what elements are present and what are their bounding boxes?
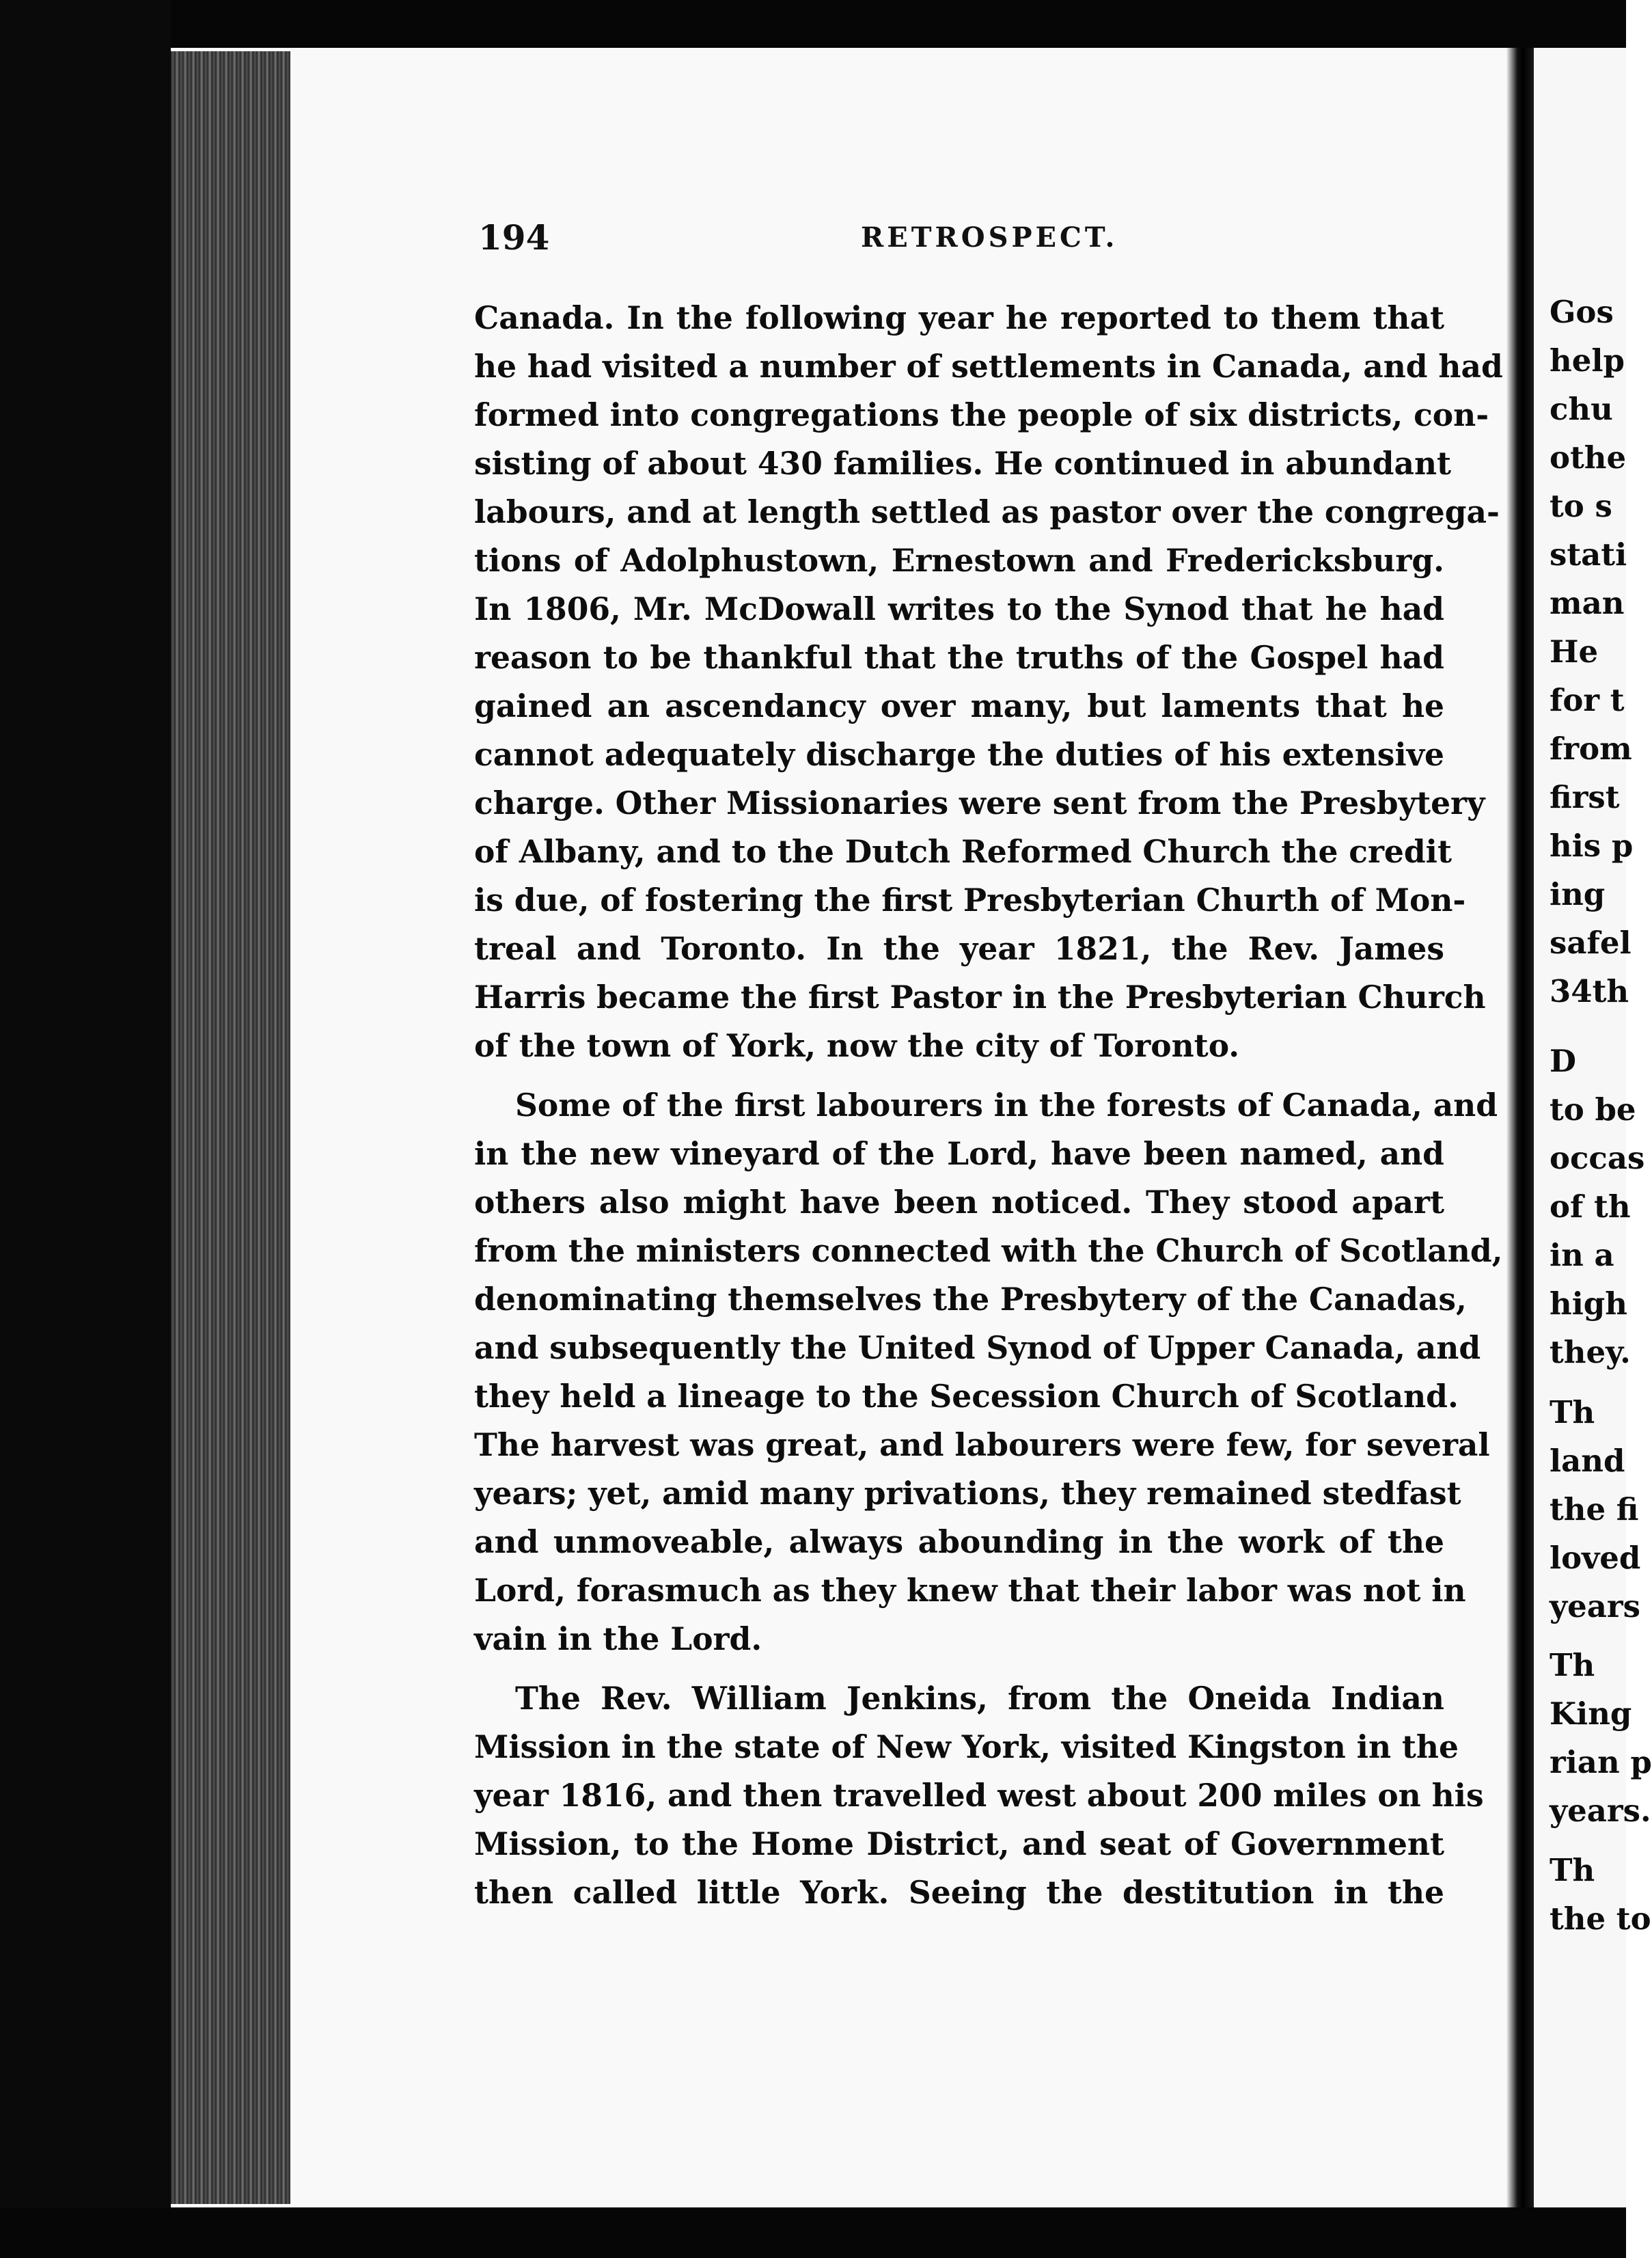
text-line: he had visited a number of settlements in Canada, and had <box>474 348 1503 385</box>
text-line: years; yet, amid many privations, they remained stedfast <box>474 1475 1461 1512</box>
facing-page-fragment: safel <box>1550 925 1632 961</box>
facing-page-fragment: 34th <box>1550 973 1629 1009</box>
text-line: others also might have been noticed. They stood apart <box>474 1184 1444 1221</box>
text-line: and unmoveable, always abounding in the work of the <box>474 1523 1444 1560</box>
text-line: reason to be thankful that the truths of the Gospel had <box>474 639 1444 676</box>
text-line: sisting of about 430 families. He continued in abundant <box>474 445 1452 482</box>
text-line: tions of Adolphustown, Ernestown and Fredericksburg. <box>474 542 1444 579</box>
text-line: of the town of York, now the city of Toronto. <box>474 1027 1240 1064</box>
facing-page-fragment: rian p <box>1550 1744 1652 1780</box>
facing-page-fragment: first <box>1550 779 1620 815</box>
paragraph-2 <box>474 1081 1503 1663</box>
facing-page-fragment: they. <box>1550 1334 1631 1370</box>
facing-page-fragment: He <box>1550 634 1599 670</box>
running-title: RETROSPECT. <box>861 221 1118 254</box>
paragraph-3 <box>474 1674 1484 1917</box>
text-line: gained an ascendancy over many, but laments that he <box>474 688 1444 724</box>
facing-page-fragment: years. <box>1550 1793 1651 1829</box>
text-line: vain in the Lord. <box>474 1620 762 1657</box>
scan-border-top <box>0 0 1626 48</box>
text-line: Lord, forasmuch as they knew that their labor was not in <box>474 1572 1466 1609</box>
facing-page-fragment: D <box>1550 1043 1577 1079</box>
text-line: In 1806, Mr. McDowall writes to the Synod that he had <box>474 590 1444 627</box>
text-line: labours, and at length settled as pastor over the congrega- <box>474 493 1500 530</box>
text-line: cannot adequately discharge the duties of his extensive <box>474 736 1444 773</box>
text-line: and subsequently the United Synod of Upper Canada, and <box>474 1329 1481 1366</box>
text-line: from the ministers connected with the Church of Scotland, <box>474 1232 1503 1269</box>
facing-page-fragment: his p <box>1550 828 1634 864</box>
text-line: of Albany, and to the Dutch Reformed Church the credit <box>474 833 1452 870</box>
facing-page-fragment: stati <box>1550 536 1627 573</box>
text-line: Mission, to the Home District, and seat of Government <box>474 1825 1444 1862</box>
text-line: in the new vineyard of the Lord, have been named, and <box>474 1135 1444 1172</box>
facing-page-fragment: man <box>1550 585 1625 621</box>
scan-border-left <box>0 0 171 2258</box>
facing-page-fragment: ing <box>1550 876 1606 912</box>
facing-page-fragment: the fi <box>1550 1491 1639 1527</box>
facing-page-fragment: to s <box>1550 488 1612 524</box>
facing-page-fragment: Gos <box>1550 294 1614 330</box>
facing-page-fragment: Th <box>1550 1852 1595 1888</box>
text-line: then called little York. Seeing the destitution in the <box>474 1874 1444 1911</box>
text-line: Harris became the first Pastor in the Presbyterian Church <box>474 979 1486 1016</box>
facing-page-fragment: Th <box>1550 1647 1595 1683</box>
text-line: treal and Toronto. In the year 1821, the Rev. James <box>474 930 1444 967</box>
facing-page-fragment: chu <box>1550 391 1613 427</box>
text-line: Some of the first labourers in the forests of Canada, and <box>515 1087 1498 1124</box>
body-text <box>474 294 1503 1917</box>
text-line: they held a lineage to the Secession Church of Scotland. <box>474 1378 1459 1415</box>
facing-page-fragment: to be <box>1550 1091 1636 1128</box>
text-line: Mission in the state of New York, visited Kingston in the <box>474 1728 1459 1765</box>
book-gutter <box>1506 48 1534 2207</box>
facing-page-fragment: the to <box>1550 1901 1651 1937</box>
text-line: Canada. In the following year he reported to them that <box>474 299 1444 336</box>
facing-page-fragment: in a <box>1550 1237 1614 1273</box>
text-line: charge. Other Missionaries were sent from the Presbytery <box>474 785 1485 821</box>
book-page-edges <box>171 51 290 2204</box>
page-number: 194 <box>478 217 550 258</box>
facing-page-fragment: of th <box>1550 1188 1631 1225</box>
facing-page-fragment: occas <box>1550 1140 1645 1176</box>
facing-page-fragment: land <box>1550 1443 1625 1479</box>
scan-border-bottom <box>0 2207 1626 2258</box>
text-line: formed into congregations the people of six districts, con- <box>474 396 1489 433</box>
facing-page-fragment: high <box>1550 1286 1627 1322</box>
facing-page-fragment: years <box>1550 1588 1640 1624</box>
facing-page-fragment: Th <box>1550 1394 1595 1430</box>
facing-page-fragment: othe <box>1550 439 1627 476</box>
facing-page-fragment: loved <box>1550 1540 1641 1576</box>
facing-page-fragment: King <box>1550 1696 1632 1732</box>
text-line: The harvest was great, and labourers were few, for several <box>474 1426 1490 1463</box>
text-line: is due, of fostering the first Presbyterian Churth of Mon- <box>474 882 1466 919</box>
text-line: denominating themselves the Presbytery of the Canadas, <box>474 1281 1467 1318</box>
facing-page-fragment: from <box>1550 731 1632 767</box>
paragraph-1 <box>474 294 1503 1070</box>
text-line: The Rev. William Jenkins, from the Oneida Indian <box>515 1680 1444 1717</box>
facing-page-fragment: for t <box>1550 682 1625 718</box>
facing-page-fragment: help <box>1550 342 1625 379</box>
running-head <box>478 217 1435 258</box>
text-line: year 1816, and then travelled west about 200 miles on his <box>474 1777 1484 1814</box>
